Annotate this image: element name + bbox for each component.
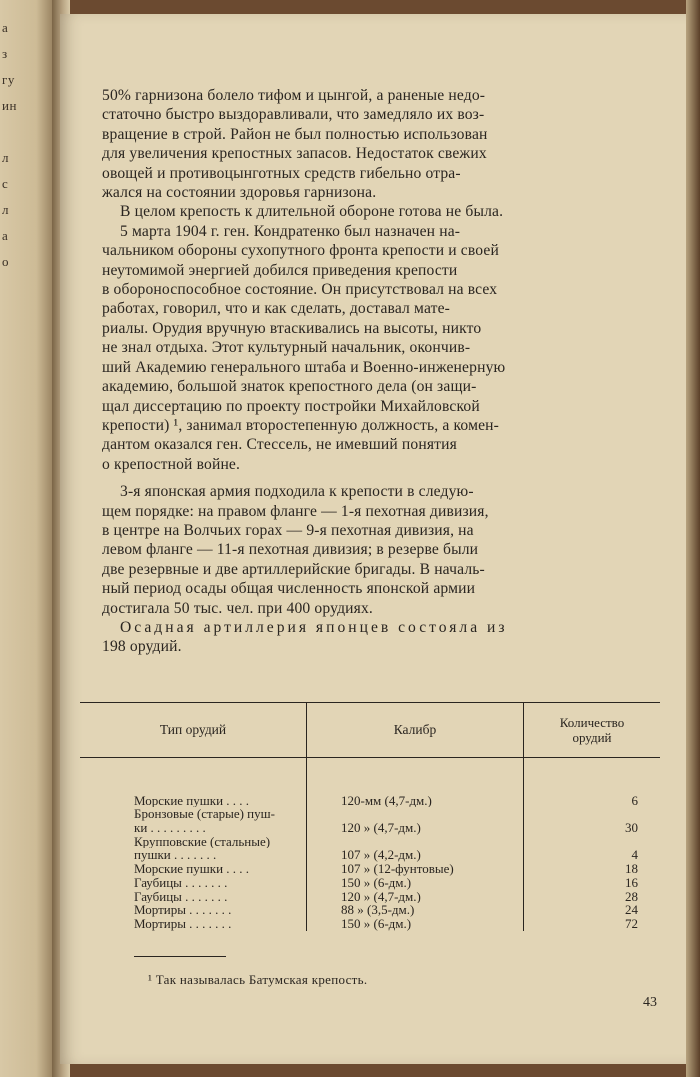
page-edge xyxy=(686,0,700,1077)
table-cell-caliber xyxy=(307,780,523,794)
table-cell-type xyxy=(80,780,306,794)
text-line: 3-я японская армия подходила к крепости в следую- xyxy=(120,483,474,501)
header-type: Тип орудий xyxy=(80,703,307,757)
paragraph-p5 xyxy=(102,618,654,657)
text-line: 50% гарнизона болело тифом и цынгой, а раненые недо- xyxy=(102,87,486,104)
text-line: 198 орудий. xyxy=(102,638,182,656)
paragraph-p2 xyxy=(102,202,654,221)
text-line: жался на состоянии здоровья гарнизона. xyxy=(102,184,377,202)
adjacent-page-fragment: л xyxy=(2,202,9,217)
text-line: Осадная артиллерия японцев состояла из xyxy=(120,618,508,636)
table-cell-type: пушки . . . . . . . xyxy=(134,848,217,863)
table-cell-count: 4 xyxy=(631,848,638,863)
text-line: дантом оказался ген. Стессель, не имевший понятия xyxy=(102,436,457,454)
table-cell-count: 18 xyxy=(625,862,638,876)
text-line: в обороноспособное состояние. Он присутствовал на всех xyxy=(102,281,498,299)
table-cell-caliber: 120 » (4,7-дм.) xyxy=(341,821,421,835)
adjacent-page-fragment: ин xyxy=(2,98,17,113)
table-cell-caliber xyxy=(307,835,523,849)
text-line: для увеличения крепостных запасов. Недостаток свежих xyxy=(102,145,487,163)
adjacent-page-fragment: гу xyxy=(2,72,15,87)
table-cell-caliber xyxy=(307,807,523,821)
table-cell-count: 24 xyxy=(625,903,638,917)
text-line: неутомимой энергией добился приведения крепости xyxy=(102,261,458,279)
header-count xyxy=(524,703,660,757)
text-line: риалы. Орудия вручную втаскивались на высоты, никто xyxy=(102,319,482,337)
text-line: крепости) ¹, занимал второстепенную должность, а комен- xyxy=(102,416,499,434)
text-line: не знал отдыха. Этот культурный начальник, окончив- xyxy=(102,339,471,357)
table-cell-type: Бронзовые (старые) пуш- xyxy=(134,807,275,822)
text-line: академию, большой знаток крепостного дела (он защи- xyxy=(102,378,477,396)
adjacent-page-fragment: л xyxy=(2,150,9,165)
table-cell-count: 72 xyxy=(625,916,638,931)
text-line: достигала 50 тыс. чел. при 400 орудиях. xyxy=(102,599,373,617)
text-line: ный период осады общая численность японской армии xyxy=(102,580,476,598)
text-line: вращение в строй. Район не был полностью использован xyxy=(102,125,488,143)
table-cell-count xyxy=(524,807,660,821)
adjacent-page-fragment: о xyxy=(2,254,9,269)
table-cell-count: 30 xyxy=(625,821,638,835)
header-count-line2: орудий xyxy=(572,730,612,745)
adjacent-page-fragment: с xyxy=(2,176,9,191)
text-line: овощей и противоцынготных средств гибельно отра- xyxy=(102,164,461,182)
adjacent-page-fragment: а xyxy=(2,228,9,243)
text-line: статочно быстро выздоравливали, что замедляло их воз- xyxy=(102,106,485,124)
table-body xyxy=(80,758,660,931)
adjacent-page-fragment: з xyxy=(2,46,8,61)
column-count xyxy=(524,758,660,931)
text-line: левом фланге — 11-я пехотная дивизия; в резерве были xyxy=(102,541,479,559)
table-cell-type: Морские пушки . . . . xyxy=(134,793,250,808)
table-header xyxy=(80,703,660,758)
text-line: ший Академию генерального штаба и Военно-инженерную xyxy=(102,358,506,376)
page-number: 43 xyxy=(643,995,657,1010)
text-line: две резервные и две артиллерийские бригады. В началь- xyxy=(102,560,485,578)
adjacent-page xyxy=(0,0,52,1077)
paragraph-p3 xyxy=(102,222,654,474)
column-type xyxy=(80,758,307,931)
table-cell-caliber: 107 » (4,2-дм.) xyxy=(341,848,421,863)
table-cell-caliber: 120-мм (4,7-дм.) xyxy=(341,793,432,808)
table-cell-type: Мортиры . . . . . . . xyxy=(134,916,232,931)
table-cell-type: Гаубицы . . . . . . . xyxy=(134,889,228,904)
table-cell-type: Крупповские (стальные) xyxy=(134,834,271,849)
table-cell-caliber: 120 » (4,7-дм.) xyxy=(341,889,421,904)
table-cell-count xyxy=(524,780,660,794)
table-cell-count: 16 xyxy=(625,875,638,890)
paragraph-p4 xyxy=(102,482,654,618)
text-line: чальником обороны сухопутного фронта крепости и своей xyxy=(102,242,499,260)
text-line: о крепостной войне. xyxy=(102,455,241,473)
text-line: в центре на Волчьих горах — 9-я пехотная дивизия, на xyxy=(102,521,474,539)
paragraph-p1 xyxy=(102,86,654,202)
adjacent-page-fragment: а xyxy=(2,20,9,35)
text-line: щем порядке: на правом фланге — 1-я пехотная дивизия, xyxy=(102,502,489,520)
table-cell-caliber: 150 » (6-дм.) xyxy=(341,875,412,890)
body-text xyxy=(102,86,654,657)
footnote: ¹ Так называлась Батумская крепость. xyxy=(148,972,368,987)
table-cell-count: 6 xyxy=(631,793,638,808)
text-line: работах, говорил, что и как сделать, доставал мате- xyxy=(102,300,450,318)
table-cell-count: 28 xyxy=(625,889,638,904)
table-cell-type: Мортиры . . . . . . . xyxy=(134,903,232,917)
table-cell-caliber: 88 » (3,5-дм.) xyxy=(341,903,415,917)
header-count-line1: Количество xyxy=(559,715,625,730)
text-line: щал диссертацию по проекту постройки Михайловской xyxy=(102,397,480,415)
table-cell-type: ки . . . . . . . . . xyxy=(134,821,206,835)
text-line: В целом крепость к длительной обороне готова не была. xyxy=(120,203,504,221)
artillery-table xyxy=(80,702,660,931)
table-cell-type: Морские пушки . . . . xyxy=(134,862,250,876)
table-cell-caliber: 150 » (6-дм.) xyxy=(341,916,412,931)
book-page xyxy=(60,14,688,1064)
footnote-rule xyxy=(134,956,226,957)
table-cell-type: Гаубицы . . . . . . . xyxy=(134,875,228,890)
text-line: 5 марта 1904 г. ген. Кондратенко был назначен на- xyxy=(120,222,461,240)
header-caliber: Калибр xyxy=(307,703,524,757)
table-cell-count xyxy=(524,835,660,849)
column-caliber xyxy=(307,758,524,931)
table-cell-caliber: 107 » (12-фунтовые) xyxy=(341,862,454,876)
